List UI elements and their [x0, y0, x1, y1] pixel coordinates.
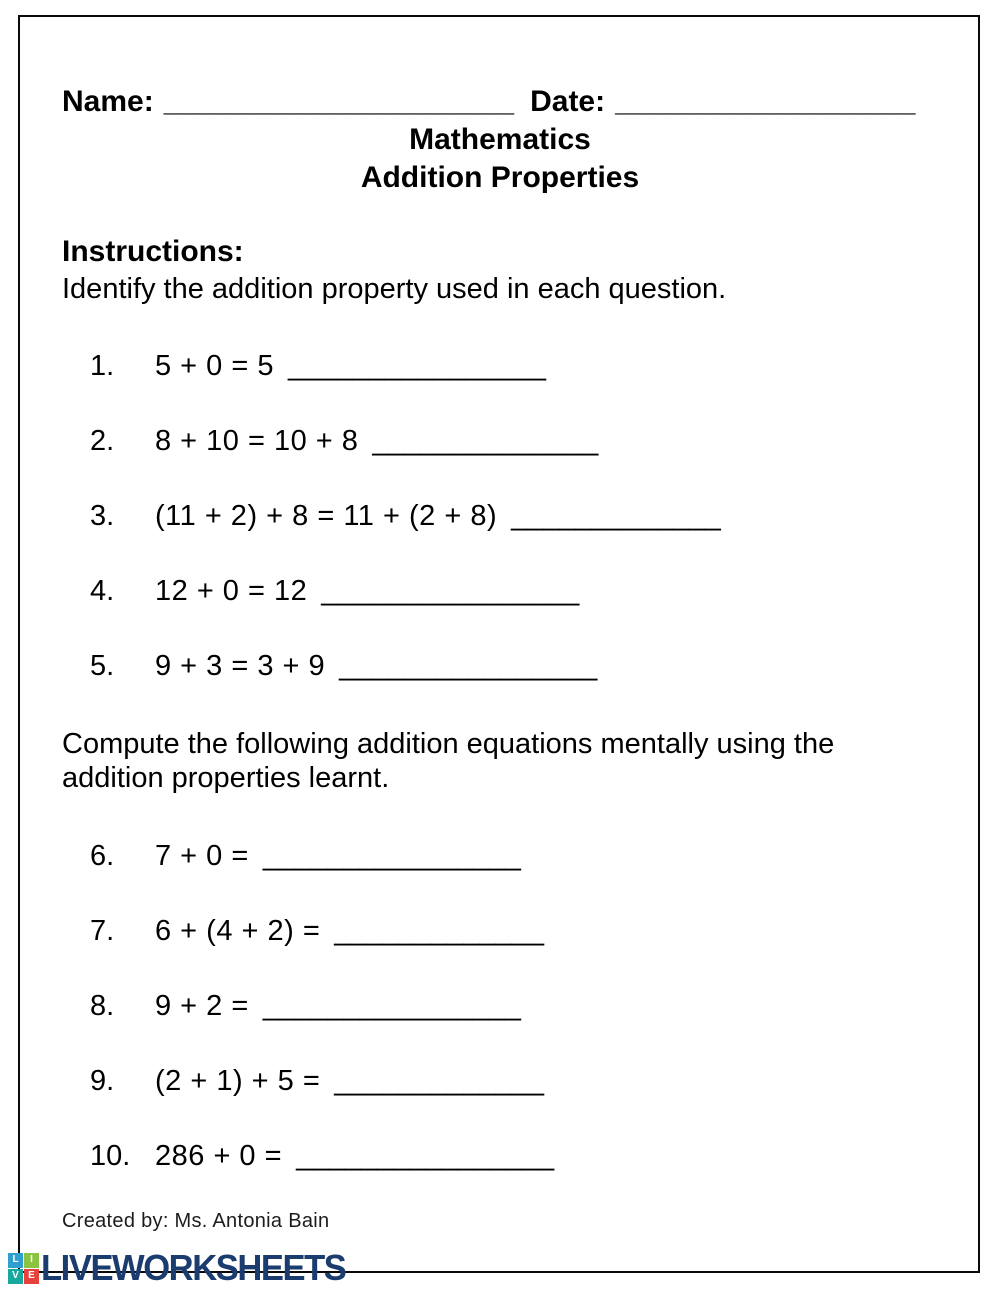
question-number: 6.	[90, 840, 115, 872]
name-label: Name:	[62, 85, 154, 118]
logo-tile-v: V	[8, 1269, 23, 1284]
instructions-heading: Instructions:	[62, 235, 244, 268]
question-expression: (11 + 2) + 8 = 11 + (2 + 8)	[155, 500, 498, 532]
question-expression: 5 + 0 = 5	[155, 350, 274, 382]
question-row-7	[62, 915, 938, 947]
question-row-8	[62, 990, 938, 1022]
logo-tile-l: L	[8, 1253, 23, 1268]
question-row-6	[62, 840, 938, 872]
answer-blank-line[interactable]: ________________	[296, 1140, 555, 1172]
question-row-2	[62, 425, 938, 457]
question-number: 10.	[90, 1140, 131, 1172]
logo-tile-i: I	[24, 1253, 39, 1268]
question-expression: 286 + 0 =	[155, 1140, 283, 1172]
question-number: 8.	[90, 990, 115, 1022]
answer-blank-line[interactable]: ________________	[262, 840, 521, 872]
answer-blank-line[interactable]: ________________	[262, 990, 521, 1022]
question-row-4	[62, 575, 938, 607]
answer-blank-line[interactable]: ______________	[372, 425, 599, 457]
compute-section-intro: Compute the following addition equations mentally using the addition properties learnt.	[62, 728, 835, 794]
liveworksheets-wordmark: LIVEWORKSHEETS	[41, 1247, 346, 1288]
question-number: 3.	[90, 500, 115, 532]
liveworksheets-logo[interactable]	[8, 1247, 358, 1288]
question-number: 1.	[90, 350, 115, 382]
question-row-9	[62, 1065, 938, 1097]
question-number: 9.	[90, 1065, 115, 1097]
question-list-identify	[62, 350, 938, 682]
name-date-row	[62, 86, 938, 118]
logo-tile-e: E	[24, 1269, 39, 1284]
question-row-3	[62, 500, 938, 532]
question-list-compute	[62, 840, 938, 1172]
question-row-5	[62, 650, 938, 682]
question-expression: 12 + 0 = 12	[155, 575, 308, 607]
answer-blank-line[interactable]: ________________	[321, 575, 580, 607]
worksheet-title: Addition Properties	[360, 161, 640, 194]
date-label: Date:	[530, 85, 606, 118]
question-row-1	[62, 350, 938, 382]
question-number: 2.	[90, 425, 115, 457]
answer-blank-line[interactable]: _____________	[334, 1065, 544, 1097]
answer-blank-line[interactable]: _____________	[511, 500, 721, 532]
date-blank-line[interactable]: __________________	[615, 85, 916, 118]
subject-title: Mathematics	[409, 123, 591, 156]
liveworksheets-tiles-icon	[8, 1253, 39, 1284]
question-expression: 6 + (4 + 2) =	[155, 915, 321, 947]
question-number: 4.	[90, 575, 115, 607]
question-expression: 9 + 2 =	[155, 990, 249, 1022]
question-expression: (2 + 1) + 5 =	[155, 1065, 321, 1097]
name-blank-line[interactable]: _____________________	[163, 85, 515, 118]
question-expression: 9 + 3 = 3 + 9	[155, 650, 326, 682]
created-by-credit: Created by: Ms. Antonia Bain	[62, 1210, 330, 1232]
question-number: 7.	[90, 915, 115, 947]
question-expression: 8 + 10 = 10 + 8	[155, 425, 359, 457]
question-number: 5.	[90, 650, 115, 682]
instructions-text: Identify the addition property used in each question.	[62, 273, 727, 305]
answer-blank-line[interactable]: ________________	[339, 650, 598, 682]
answer-blank-line[interactable]: ________________	[288, 350, 547, 382]
answer-blank-line[interactable]: _____________	[334, 915, 544, 947]
question-expression: 7 + 0 =	[155, 840, 249, 872]
question-row-10	[62, 1140, 938, 1172]
worksheet-page	[18, 15, 980, 1273]
